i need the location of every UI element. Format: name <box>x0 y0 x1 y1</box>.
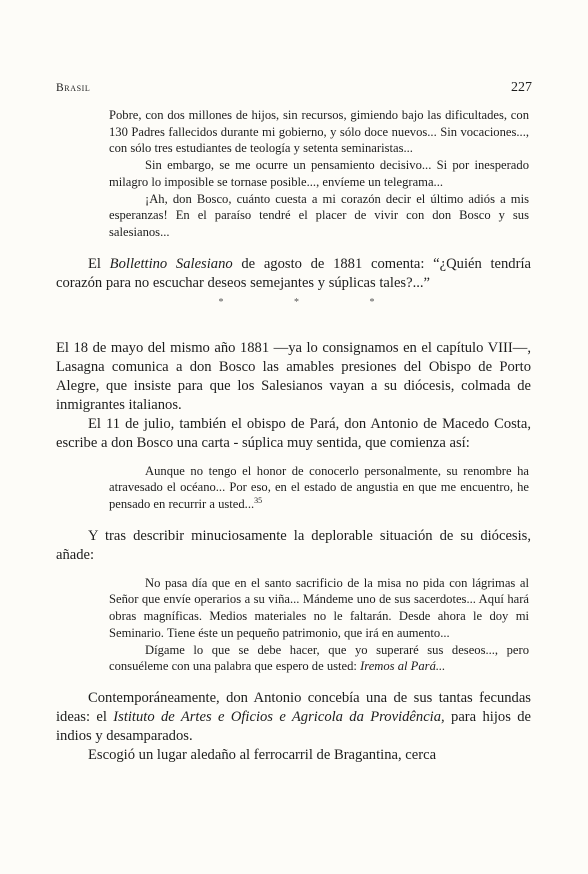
quote-paragraph: Aunque no tengo el honor de conocerlo personalmente, su renombre ha atravesado el océano... Por eso, en el estado de angustia en que me encuentro, he pensado en recurrir a usted...$^{35}$ <box>109 463 529 512</box>
main-text <box>56 255 531 293</box>
page-header <box>56 82 532 100</box>
block-quote-letter <box>109 463 529 513</box>
body-paragraph: Contemporáneamente, don Antonio concebía una de sus tantas fecundas ideas: el Istituto de Artes e Oficios e Agricola da Providência, para hijos de indios y desamparados. <box>56 689 532 744</box>
main-text <box>56 339 531 453</box>
quote-paragraph: Sin embargo, se me ocurre un pensamiento decisivo... Si por inesperado milagro lo imposible se tornase posible..., envíeme un telegrama... <box>109 158 529 189</box>
quote-paragraph: Dígame lo que se debe hacer, que yo superaré sus deseos..., pero consuéleme con una palabra que espero de usted: Iremos al Pará... <box>109 642 529 674</box>
footnote-marker: 35 <box>254 495 263 505</box>
publication-title: Bollettino Salesiano <box>109 255 233 272</box>
quote-paragraph: ¡Ah, don Bosco, cuánto cuesta a mi corazón decir el último adiós a mis esperanzas! En el paraíso tendré el placer de vivir con don Bosco y sus salesianos... <box>109 191 529 239</box>
quote-paragraph: Pobre, con dos millones de hijos, sin recursos, gimiendo bajo las dificultades, con 130 Padres fallecidos durante mi gobierno, y sólo doce nuevos... Sin vocaciones..., con sólo tres estudiantes de teología y setenta seminaristas... <box>109 108 529 156</box>
main-text <box>56 689 531 765</box>
quote-paragraph: No pasa día que en el santo sacrificio de la misa no pida con lágrimas al Señor que envíe operarios a su viña... Mándeme uno de sus sacerdotes... Aquí hará obras magníficas. Medios materiales no le faltarán. Desde ahora le doy mi Seminario. Tiene éste un pequeño patrimonio, que irá en aumento... <box>109 575 529 640</box>
quote-italic: Iremos al Pará... <box>360 659 446 674</box>
body-paragraph: El 11 de julio, también el obispo de Pará, don Antonio de Macedo Costa, escribe a don Bosco una carta - súplica muy sentida, que comienza así: <box>56 415 531 451</box>
body-paragraph: El Bollettino Salesiano de agosto de 1881 comenta: “¿Quién tendría corazón para no escuchar deseos semejantes y súplicas tales?...” <box>56 255 531 291</box>
body-paragraph: Escogió un lugar aledaño al ferrocarril de Bragantina, cerca <box>88 746 437 763</box>
running-head: Brasil <box>56 82 91 94</box>
page-number: 227 <box>511 80 532 95</box>
body-paragraph: El 18 de mayo del mismo año 1881 —ya lo consignamos en el capítulo VIII—, Lasagna comunica a don Bosco las amables presiones del Obispo de Porto Alegre, que insiste para que los Salesianos vayan a su diócesis, colmada de inmigrantes italianos. <box>56 339 531 413</box>
page-body <box>56 107 531 765</box>
body-paragraph: Y tras describir minuciosamente la deplorable situación de su diócesis, añade: <box>56 527 531 563</box>
main-text <box>56 527 531 565</box>
block-quote-letter <box>109 575 529 675</box>
institute-name: Istituto de Artes e Oficios e Agricola da Providência, <box>113 708 445 725</box>
block-quote-letter <box>109 107 529 241</box>
section-separator: * * * <box>218 296 409 308</box>
